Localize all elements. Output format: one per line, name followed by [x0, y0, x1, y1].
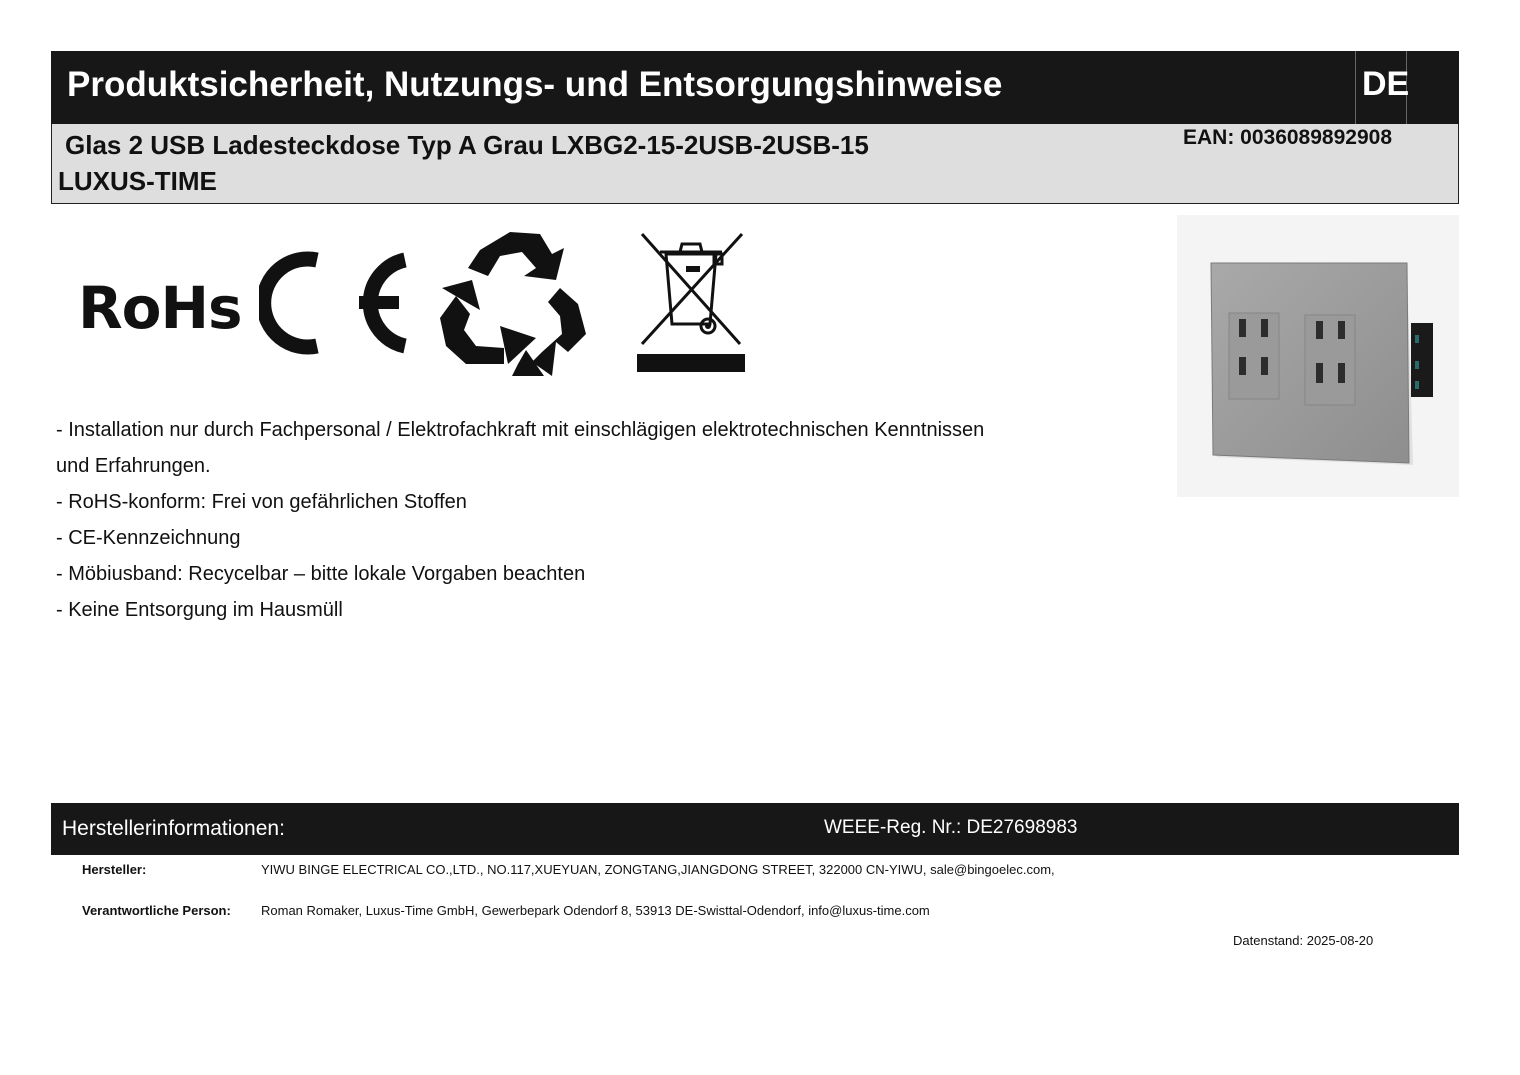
note-line: - RoHS-konform: Frei von gefährlichen Stoffen — [56, 491, 467, 513]
brand-name: LUXUS-TIME — [58, 166, 217, 196]
product-photo — [1177, 215, 1459, 497]
manufacturer-bar — [51, 803, 1459, 855]
compliance-symbols — [76, 228, 756, 378]
note-line: - CE-Kennzeichnung — [56, 527, 241, 549]
note-line: - Installation nur durch Fachpersonal / Elektrofachkraft mit einschlägigen elektrotechnischen Kenntnissen — [56, 419, 985, 441]
note-line: - Möbiusband: Recycelbar – bitte lokale Vorgaben beachten — [56, 563, 586, 585]
ean-code: EAN: 0036089892908 — [1183, 126, 1392, 149]
note-line: und Erfahrungen. — [56, 455, 211, 477]
recycling-mobius-icon — [436, 230, 588, 376]
manufacturer-value: YIWU BINGE ELECTRICAL CO.,LTD., NO.117,XUEYUAN, ZONGTANG,JIANGDONG STREET, 322000 CN-YIWU, sale@bingoelec.com, — [261, 862, 1055, 877]
responsible-person-value: Roman Romaker, Luxus-Time GmbH, Gewerbepark Odendorf 8, 53913 DE-Swisttal-Odendorf, info@luxus-time.com — [261, 903, 930, 918]
page-title: Produktsicherheit, Nutzungs- und Entsorgungshinweise — [67, 65, 1003, 104]
safety-notes — [56, 412, 1136, 628]
manufacturer-section-title: Herstellerinformationen: — [62, 817, 285, 840]
rohs-logo: RoHs — [78, 274, 242, 342]
ce-mark-icon — [259, 250, 409, 356]
title-bar — [51, 51, 1459, 124]
weee-registration: WEEE-Reg. Nr.: DE27698983 — [824, 817, 1078, 838]
responsible-person-label: Verantwortliche Person: — [82, 903, 231, 918]
data-date: Datenstand: 2025-08-20 — [1233, 933, 1374, 948]
note-line: - Keine Entsorgung im Hausmüll — [56, 599, 343, 621]
usb-socket-image — [1177, 215, 1459, 497]
weee-crossed-bin-icon — [636, 232, 748, 374]
manufacturer-label: Hersteller: — [82, 862, 147, 877]
product-info-bar — [51, 124, 1459, 204]
product-name: Glas 2 USB Ladesteckdose Typ A Grau LXBG2-15-2USB-2USB-15 — [65, 130, 869, 160]
language-code: DE — [1362, 65, 1410, 103]
language-badge — [1355, 51, 1410, 124]
